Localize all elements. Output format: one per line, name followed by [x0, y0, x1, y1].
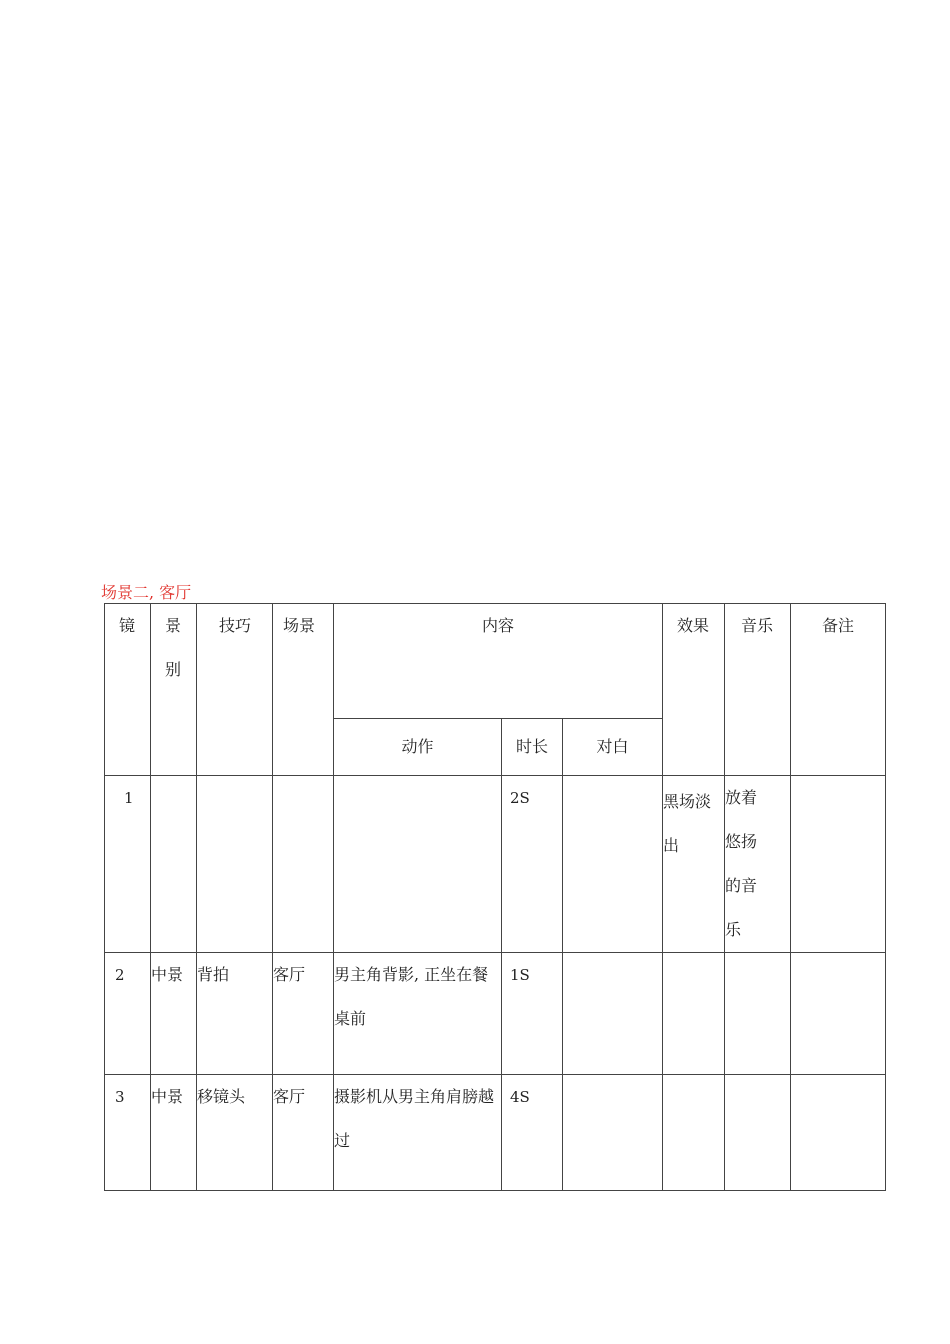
cell-music: 放着悠扬的音乐 [725, 776, 791, 953]
scene-title: 场景二, 客厅 [101, 583, 192, 602]
header-location: 场景 [273, 604, 334, 776]
header-notes: 备注 [791, 604, 886, 776]
table-row [105, 776, 886, 953]
cell-location: 客厅 [273, 953, 334, 1075]
cell-technique [197, 776, 273, 953]
cell-duration: 1S [502, 953, 563, 1075]
cell-size [151, 776, 197, 953]
cell-dialogue [563, 776, 663, 953]
header-row-top [105, 604, 886, 719]
header-music: 音乐 [725, 604, 791, 776]
cell-music [725, 1075, 791, 1191]
cell-action [334, 776, 502, 953]
cell-shot: 2 [105, 953, 151, 1075]
header-content: 内容 [334, 604, 663, 719]
cell-action: 男主角背影, 正坐在餐桌前 [334, 953, 502, 1075]
cell-effect: 黑场淡出 [663, 776, 725, 953]
cell-music [725, 953, 791, 1075]
header-dialogue: 对白 [563, 719, 663, 776]
cell-effect [663, 953, 725, 1075]
cell-size: 中景 [151, 953, 197, 1075]
cell-notes [791, 1075, 886, 1191]
header-duration: 时长 [502, 719, 563, 776]
cell-shot: 1 [105, 776, 151, 953]
cell-location [273, 776, 334, 953]
header-effect: 效果 [663, 604, 725, 776]
cell-size: 中景 [151, 1075, 197, 1191]
cell-duration: 2S [502, 776, 563, 953]
cell-effect [663, 1075, 725, 1191]
cell-duration: 4S [502, 1075, 563, 1191]
table-row [105, 1075, 886, 1191]
header-size: 景别 [151, 604, 197, 776]
storyboard-table [104, 603, 886, 1191]
cell-notes [791, 776, 886, 953]
cell-action: 摄影机从男主角肩膀越过 [334, 1075, 502, 1191]
cell-dialogue [563, 953, 663, 1075]
cell-technique: 移镜头 [197, 1075, 273, 1191]
table-row [105, 953, 886, 1075]
header-shot: 镜 [105, 604, 151, 776]
cell-dialogue [563, 1075, 663, 1191]
cell-technique: 背拍 [197, 953, 273, 1075]
cell-notes [791, 953, 886, 1075]
cell-location: 客厅 [273, 1075, 334, 1191]
header-technique: 技巧 [197, 604, 273, 776]
cell-shot: 3 [105, 1075, 151, 1191]
header-action: 动作 [334, 719, 502, 776]
